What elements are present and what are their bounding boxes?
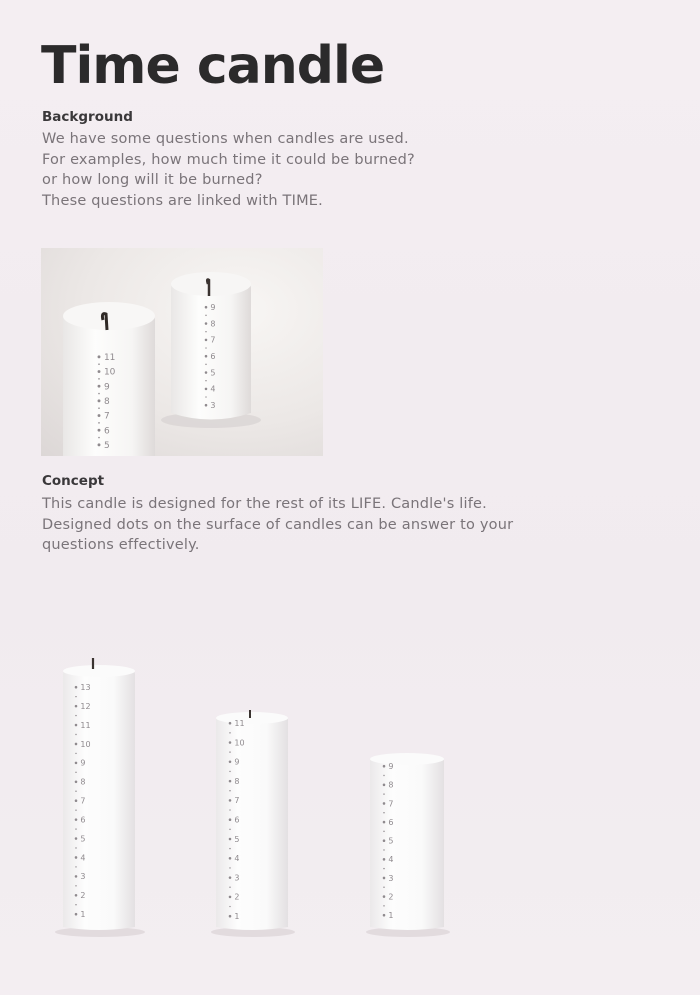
hour-dot	[205, 371, 208, 374]
hour-label: 12	[80, 701, 91, 711]
background-line: For examples, how much time it could be burned?	[42, 151, 415, 168]
concept-line: questions effectively.	[42, 537, 200, 553]
concept-paragraph	[42, 494, 513, 556]
half-hour-dot	[383, 812, 384, 813]
hour-dot	[75, 913, 78, 916]
front-candle-top	[63, 302, 155, 330]
hour-dot	[229, 722, 232, 725]
candle-pair-illustration	[41, 248, 323, 456]
hour-dot	[205, 339, 208, 342]
half-hour-dot	[205, 331, 206, 332]
background-line: or how long will it be burned?	[42, 172, 263, 188]
hour-dot	[205, 404, 208, 407]
hour-label: 5	[103, 441, 110, 451]
hour-dot	[229, 780, 232, 783]
hour-label: 4	[80, 853, 86, 863]
half-hour-dot	[205, 380, 206, 381]
hour-label: 3	[388, 873, 394, 883]
hour-dot	[75, 799, 78, 802]
hour-label: 9	[388, 762, 394, 771]
hour-dot	[229, 741, 232, 744]
hour-dot	[205, 388, 208, 391]
page-title: Time candle	[41, 36, 385, 96]
hour-label: 7	[234, 796, 240, 806]
half-hour-dot	[229, 848, 230, 849]
medium-candle-body	[216, 713, 288, 930]
hour-label: 9	[234, 757, 240, 767]
hour-dot	[229, 818, 232, 821]
hour-dot	[383, 914, 386, 917]
hour-dot	[75, 705, 78, 708]
back-candle-top	[171, 272, 251, 296]
half-hour-dot	[75, 715, 76, 716]
hour-label: 1	[234, 912, 240, 921]
hour-label: 7	[388, 799, 394, 809]
hour-dot	[383, 784, 386, 787]
half-hour-dot	[383, 887, 384, 888]
half-hour-dot	[383, 868, 384, 869]
background-heading: Background	[42, 109, 133, 125]
half-hour-dot	[98, 363, 100, 365]
hour-label: 6	[103, 426, 110, 437]
half-hour-dot	[383, 775, 384, 776]
hour-dot	[75, 724, 78, 727]
hour-dot	[75, 875, 78, 878]
hour-label: 5	[388, 836, 394, 846]
half-hour-dot	[383, 793, 384, 794]
half-hour-dot	[229, 867, 230, 868]
concept-line: Designed dots on the surface of candles can be answer to your	[42, 516, 514, 533]
hour-dot	[98, 355, 101, 358]
background-line: We have some questions when candles are used.	[42, 131, 409, 147]
half-hour-dot	[383, 849, 384, 850]
half-hour-dot	[98, 378, 100, 380]
hour-dot	[98, 370, 101, 373]
concept-heading: Concept	[42, 473, 105, 489]
hour-dot	[98, 429, 101, 432]
half-hour-dot	[75, 734, 76, 735]
hour-dot	[229, 915, 232, 918]
hour-label: 5	[80, 834, 86, 844]
hour-label: 4	[234, 854, 240, 864]
hour-dot	[383, 802, 386, 805]
hour-label: 5	[210, 368, 216, 378]
hour-dot	[383, 858, 386, 861]
hour-dot	[75, 837, 78, 840]
hour-dot	[229, 799, 232, 802]
hour-dot	[75, 781, 78, 784]
short-candle-top	[370, 753, 444, 765]
half-hour-dot	[383, 905, 384, 906]
back-candle-body	[171, 276, 251, 420]
hour-label: 2	[388, 892, 394, 902]
hour-dot	[383, 839, 386, 842]
hour-dot	[229, 838, 232, 841]
half-hour-dot	[75, 753, 76, 754]
half-hour-dot	[75, 866, 76, 867]
hour-label: 10	[234, 738, 245, 748]
hour-dot	[98, 399, 101, 402]
hour-dot	[98, 385, 101, 388]
hour-dot	[98, 443, 101, 446]
hour-label: 2	[234, 892, 240, 902]
hour-label: 11	[234, 719, 245, 728]
short-candle-body	[370, 754, 444, 930]
half-hour-dot	[75, 809, 76, 810]
half-hour-dot	[75, 791, 76, 792]
hour-dot	[75, 762, 78, 765]
hour-dot	[229, 761, 232, 764]
background-paragraph	[42, 129, 415, 211]
hour-dot	[383, 765, 386, 768]
hour-dot	[205, 306, 208, 309]
hour-label: 5	[234, 834, 240, 844]
hour-dot	[205, 322, 208, 325]
half-hour-dot	[98, 393, 100, 395]
hour-dot	[383, 895, 386, 898]
half-hour-dot	[229, 790, 230, 791]
half-hour-dot	[98, 422, 100, 424]
hour-label: 3	[210, 401, 216, 410]
hour-dot	[75, 818, 78, 821]
half-hour-dot	[229, 829, 230, 830]
half-hour-dot	[229, 906, 230, 907]
half-hour-dot	[229, 732, 230, 733]
tall-candle-body	[63, 666, 135, 930]
short-candle-scale	[383, 762, 394, 920]
half-hour-dot	[229, 809, 230, 810]
half-hour-dot	[98, 407, 100, 409]
hour-label: 8	[388, 780, 394, 790]
concept-line: This candle is designed for the rest of its LIFE. Candle's life.	[42, 496, 487, 512]
hour-dot	[75, 686, 78, 689]
half-hour-dot	[75, 772, 76, 773]
hour-dot	[75, 743, 78, 746]
half-hour-dot	[75, 904, 76, 905]
hour-dot	[383, 877, 386, 880]
hour-label: 7	[80, 796, 86, 806]
hour-label: 6	[388, 817, 394, 827]
half-hour-dot	[229, 771, 230, 772]
candle-pair-photo	[41, 248, 323, 456]
hour-label: 6	[210, 352, 216, 361]
half-hour-dot	[75, 885, 76, 886]
half-hour-dot	[205, 347, 206, 348]
hour-label: 13	[80, 683, 91, 692]
hour-dot	[383, 821, 386, 824]
hour-dot	[75, 894, 78, 897]
hour-label: 2	[80, 891, 86, 901]
hour-label: 8	[234, 776, 240, 786]
three-candles-photo	[0, 620, 700, 990]
hour-label: 3	[234, 873, 240, 883]
hour-label: 11	[80, 720, 91, 730]
hour-label: 10	[103, 367, 116, 378]
hour-label: 4	[210, 384, 216, 394]
hour-label: 6	[80, 815, 86, 825]
hour-label: 8	[210, 319, 216, 329]
hour-dot	[98, 414, 101, 417]
hour-label: 1	[80, 910, 86, 919]
hour-dot	[229, 857, 232, 860]
hour-label: 4	[388, 855, 394, 865]
hour-label: 6	[234, 815, 240, 825]
hour-label: 8	[80, 777, 86, 787]
tall-candle-top	[63, 665, 135, 677]
hour-label: 9	[210, 303, 216, 312]
hour-label: 1	[388, 911, 394, 920]
hour-label: 10	[80, 739, 91, 749]
hour-label: 7	[210, 335, 216, 345]
medium-candle-top	[216, 712, 288, 724]
hour-dot	[229, 896, 232, 899]
half-hour-dot	[205, 315, 206, 316]
hour-dot	[205, 355, 208, 358]
hour-label: 3	[80, 872, 86, 882]
hour-dot	[75, 856, 78, 859]
half-hour-dot	[205, 364, 206, 365]
half-hour-dot	[75, 696, 76, 697]
hour-label: 9	[103, 382, 110, 393]
hour-label: 8	[103, 397, 110, 407]
background-line: These questions are linked with TIME.	[42, 192, 323, 209]
half-hour-dot	[98, 437, 100, 439]
half-hour-dot	[383, 831, 384, 832]
half-hour-dot	[229, 887, 230, 888]
half-hour-dot	[229, 751, 230, 752]
half-hour-dot	[75, 828, 76, 829]
half-hour-dot	[75, 847, 76, 848]
half-hour-dot	[205, 396, 206, 397]
hour-label: 11	[103, 353, 116, 363]
three-candles-illustration	[0, 620, 700, 990]
hour-label: 9	[80, 758, 86, 768]
hour-dot	[229, 876, 232, 879]
hour-label: 7	[103, 411, 110, 422]
